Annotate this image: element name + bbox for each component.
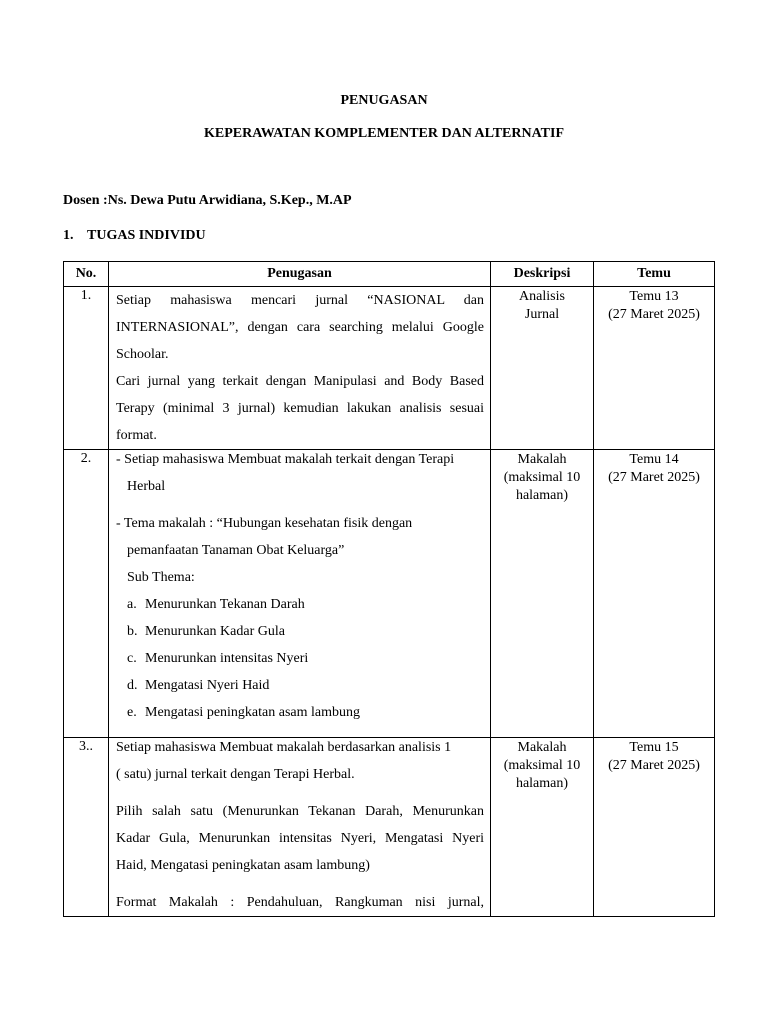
task-text: Setiap mahasiswa mencari jurnal “NASIONAL dan: [116, 293, 484, 308]
table-row: [64, 287, 715, 450]
description-line: Analisis: [519, 289, 565, 304]
task-text: Herbal: [127, 479, 166, 494]
assignment-table: [63, 261, 715, 917]
section-heading: [63, 228, 206, 244]
meeting-label: Temu 15: [629, 740, 679, 755]
sub-theme-label: Sub Thema:: [127, 570, 195, 585]
task-text: pemanfaatan Tanaman Obat Keluarga”: [127, 543, 345, 558]
row-number: 1.: [64, 287, 109, 450]
task-cell: [109, 738, 491, 917]
meeting-date: (27 Maret 2025): [608, 307, 700, 322]
task-text: ( satu) jurnal terkait dengan Terapi Herbal.: [116, 767, 355, 782]
description-cell: [491, 450, 594, 738]
task-cell: [109, 287, 491, 450]
list-item: b. Menurunkan Kadar Gula: [127, 624, 285, 639]
task-text: Cari jurnal yang terkait dengan Manipulasi and Body Based Terapy (minimal 3 jurnal) kemudian lakukan analisis sesuai format.: [116, 374, 484, 443]
list-item: c. Menurunkan intensitas Nyeri: [127, 651, 309, 666]
list-item: e. Mengatasi peningkatan asam lambung: [127, 705, 360, 720]
description-line: Jurnal: [524, 307, 560, 322]
header-no: No.: [64, 262, 109, 287]
task-cell: [109, 450, 491, 738]
description-line: Makalah: [517, 452, 567, 467]
list-item: a. Menurunkan Tekanan Darah: [127, 597, 305, 612]
meeting-cell: [594, 738, 715, 917]
task-text: Setiap mahasiswa Membuat makalah berdasarkan analisis 1: [116, 740, 452, 755]
meeting-cell: [594, 450, 715, 738]
description-cell: [491, 738, 594, 917]
meeting-label: Temu 14: [629, 452, 679, 467]
description-line: Makalah: [517, 740, 567, 755]
description-line: halaman): [515, 488, 569, 503]
lecturer-line: Dosen :Ns. Dewa Putu Arwidiana, S.Kep., M.AP: [63, 193, 352, 208]
row-number: 2.: [64, 450, 109, 738]
header-penugasan: Penugasan: [109, 262, 491, 287]
meeting-date: (27 Maret 2025): [608, 758, 700, 773]
task-text: Format Makalah : Pendahuluan, Rangkuman nisi jurnal,: [116, 895, 484, 910]
description-line: halaman): [515, 776, 569, 791]
task-text: INTERNASIONAL”, dengan cara searching melalui Google Schoolar.: [116, 320, 484, 362]
list-item: d. Mengatasi Nyeri Haid: [127, 678, 270, 693]
description-line: (maksimal 10: [503, 470, 581, 485]
table-row: [64, 738, 715, 917]
row-number: 3..: [64, 738, 109, 917]
sub-theme-list: [116, 591, 484, 726]
document-title: PENUGASAN: [340, 93, 428, 108]
meeting-label: Temu 13: [629, 289, 679, 304]
task-text: - Tema makalah : “Hubungan kesehatan fisik dengan: [116, 516, 413, 531]
description-line: (maksimal 10: [503, 758, 581, 773]
meeting-date: (27 Maret 2025): [608, 470, 700, 485]
section-title: TUGAS INDIVIDU: [87, 228, 206, 243]
header-temu: Temu: [594, 262, 715, 287]
document-subtitle: KEPERAWATAN KOMPLEMENTER DAN ALTERNATIF: [203, 126, 565, 141]
task-text: Pilih salah satu (Menurunkan Tekanan Darah, Menurunkan Kadar Gula, Menurunkan intensitas Nyeri, Mengatasi Nyeri Haid, Mengatasi peningkatan asam lambung): [116, 804, 484, 873]
table-row: [64, 450, 715, 738]
meeting-cell: [594, 287, 715, 450]
description-cell: [491, 287, 594, 450]
table-header-row: [64, 262, 715, 287]
header-deskripsi: Deskripsi: [491, 262, 594, 287]
task-text: - Setiap mahasiswa Membuat makalah terkait dengan Terapi: [116, 452, 455, 467]
section-number: 1.: [63, 228, 74, 243]
